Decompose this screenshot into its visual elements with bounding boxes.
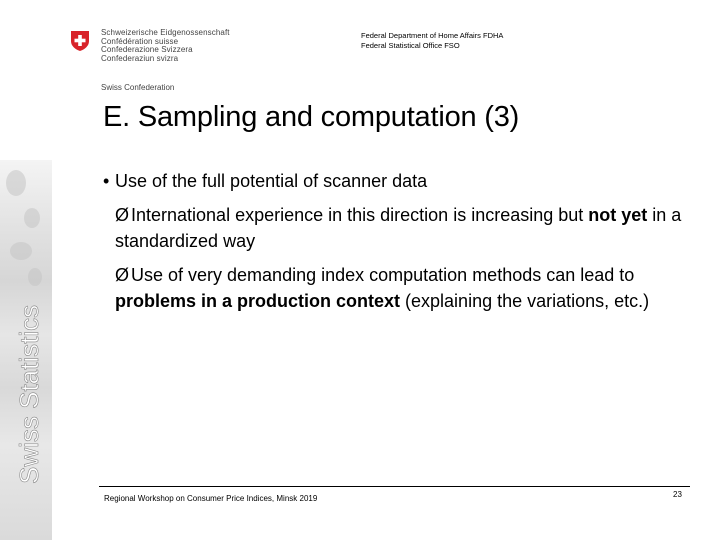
sub-bullet-2-text: Use of very demanding index computation methods can lead to — [131, 265, 635, 285]
department-block — [361, 31, 503, 51]
sub-bullet-2-emphasis: problems in a production context — [115, 291, 401, 311]
department-name: Federal Department of Home Affairs FDHA — [361, 31, 504, 40]
sub-bullet-1 — [115, 202, 695, 254]
sub-bullet-2-text-end: (explaining the variations, etc.) — [400, 291, 650, 311]
sub-bullet-1-text-end: in a standardized way — [115, 205, 682, 251]
swiss-statistics-wordmark — [4, 298, 48, 488]
confederation-names — [101, 29, 230, 63]
footer-event: Regional Workshop on Consumer Price Indices, Minsk 2019 — [104, 494, 318, 503]
confederation-line-rm: Confederaziun svizra — [101, 53, 179, 63]
sub-bullet-1-emphasis: not yet — [588, 205, 648, 225]
footer-divider — [99, 486, 690, 487]
bullet-icon: • — [103, 171, 110, 191]
slide-title: E. Sampling and computation (3) — [103, 101, 520, 133]
page-number: 23 — [673, 490, 682, 499]
sub-bullet-1-text: International experience in this direction is increasing but — [131, 205, 589, 225]
sidebar-brand-text: Swiss Statistics — [14, 304, 44, 484]
swiss-flag-icon — [69, 30, 91, 52]
arrow-bullet-icon: Ø — [115, 205, 130, 225]
sub-bullet-2 — [115, 262, 695, 314]
office-name: Federal Statistical Office FSO — [361, 41, 460, 50]
confederation-line-en: Swiss Confederation — [101, 83, 175, 92]
arrow-bullet-icon: Ø — [115, 265, 130, 285]
main-bullet-text: Use of the full potential of scanner data — [115, 171, 428, 191]
confederation-line-it: Confederazione Svizzera — [101, 45, 193, 55]
main-bullet — [103, 171, 427, 192]
confederation-line-de: Schweizerische Eidgenossenschaft — [101, 28, 230, 37]
confederation-line-fr: Confédération suisse — [101, 36, 179, 46]
